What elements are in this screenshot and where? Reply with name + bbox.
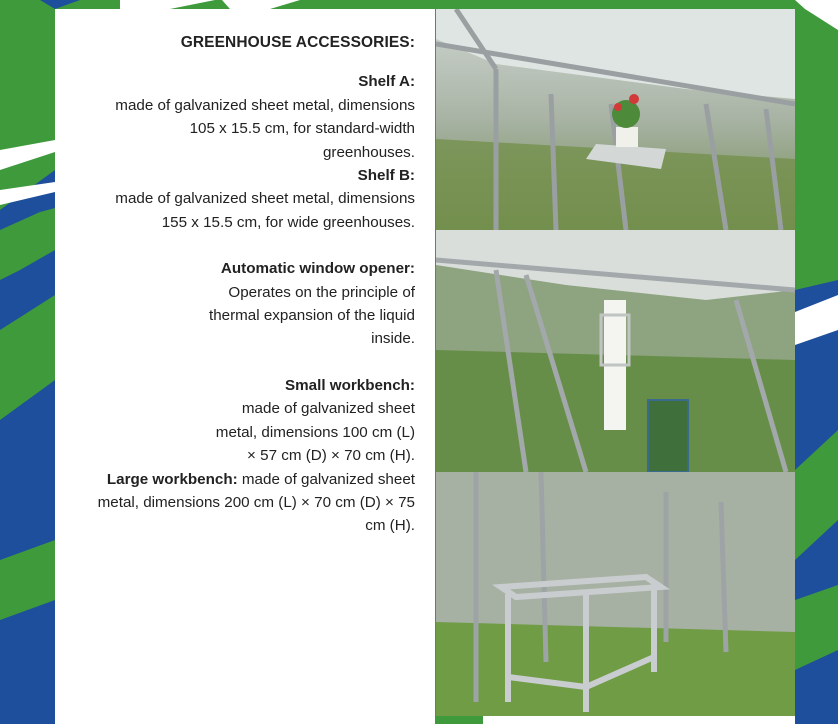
photo-column	[436, 9, 795, 716]
small-workbench-label: Small workbench:	[285, 376, 415, 394]
shelf-b-label: Shelf B:	[357, 167, 415, 185]
bottom-strip	[483, 716, 795, 724]
accessories-text	[95, 31, 415, 538]
photo-workbench	[436, 472, 795, 716]
page-heading: GREENHOUSE ACCESSORIES:	[180, 34, 415, 51]
photo-window-opener	[436, 230, 795, 472]
small-workbench-description: made of galvanized sheet metal, dimensions 100 cm (L) × 57 cm (D) × 70 cm (H).	[215, 400, 415, 465]
window-opener-description: Operates on the principle of thermal expansion of the liquid inside.	[208, 283, 415, 348]
window-opener-label: Automatic window opener:	[220, 260, 415, 278]
shelf-b-description: made of galvanized sheet metal, dimensions 155 x 15.5 cm, for wide greenhouses.	[115, 190, 415, 231]
large-workbench-description: made of galvanized sheet metal, dimensions 200 cm (L) × 70 cm (D) × 75 cm (H).	[97, 470, 415, 535]
large-workbench-label: Large workbench:	[106, 470, 238, 488]
shelf-a-label: Shelf A:	[358, 73, 415, 91]
text-page	[55, 9, 435, 724]
shelf-a-description: made of galvanized sheet metal, dimensions 105 x 15.5 cm, for standard-width greenhouses.	[115, 96, 415, 161]
photo-shelf	[436, 9, 795, 230]
large-workbench-text	[95, 468, 415, 538]
